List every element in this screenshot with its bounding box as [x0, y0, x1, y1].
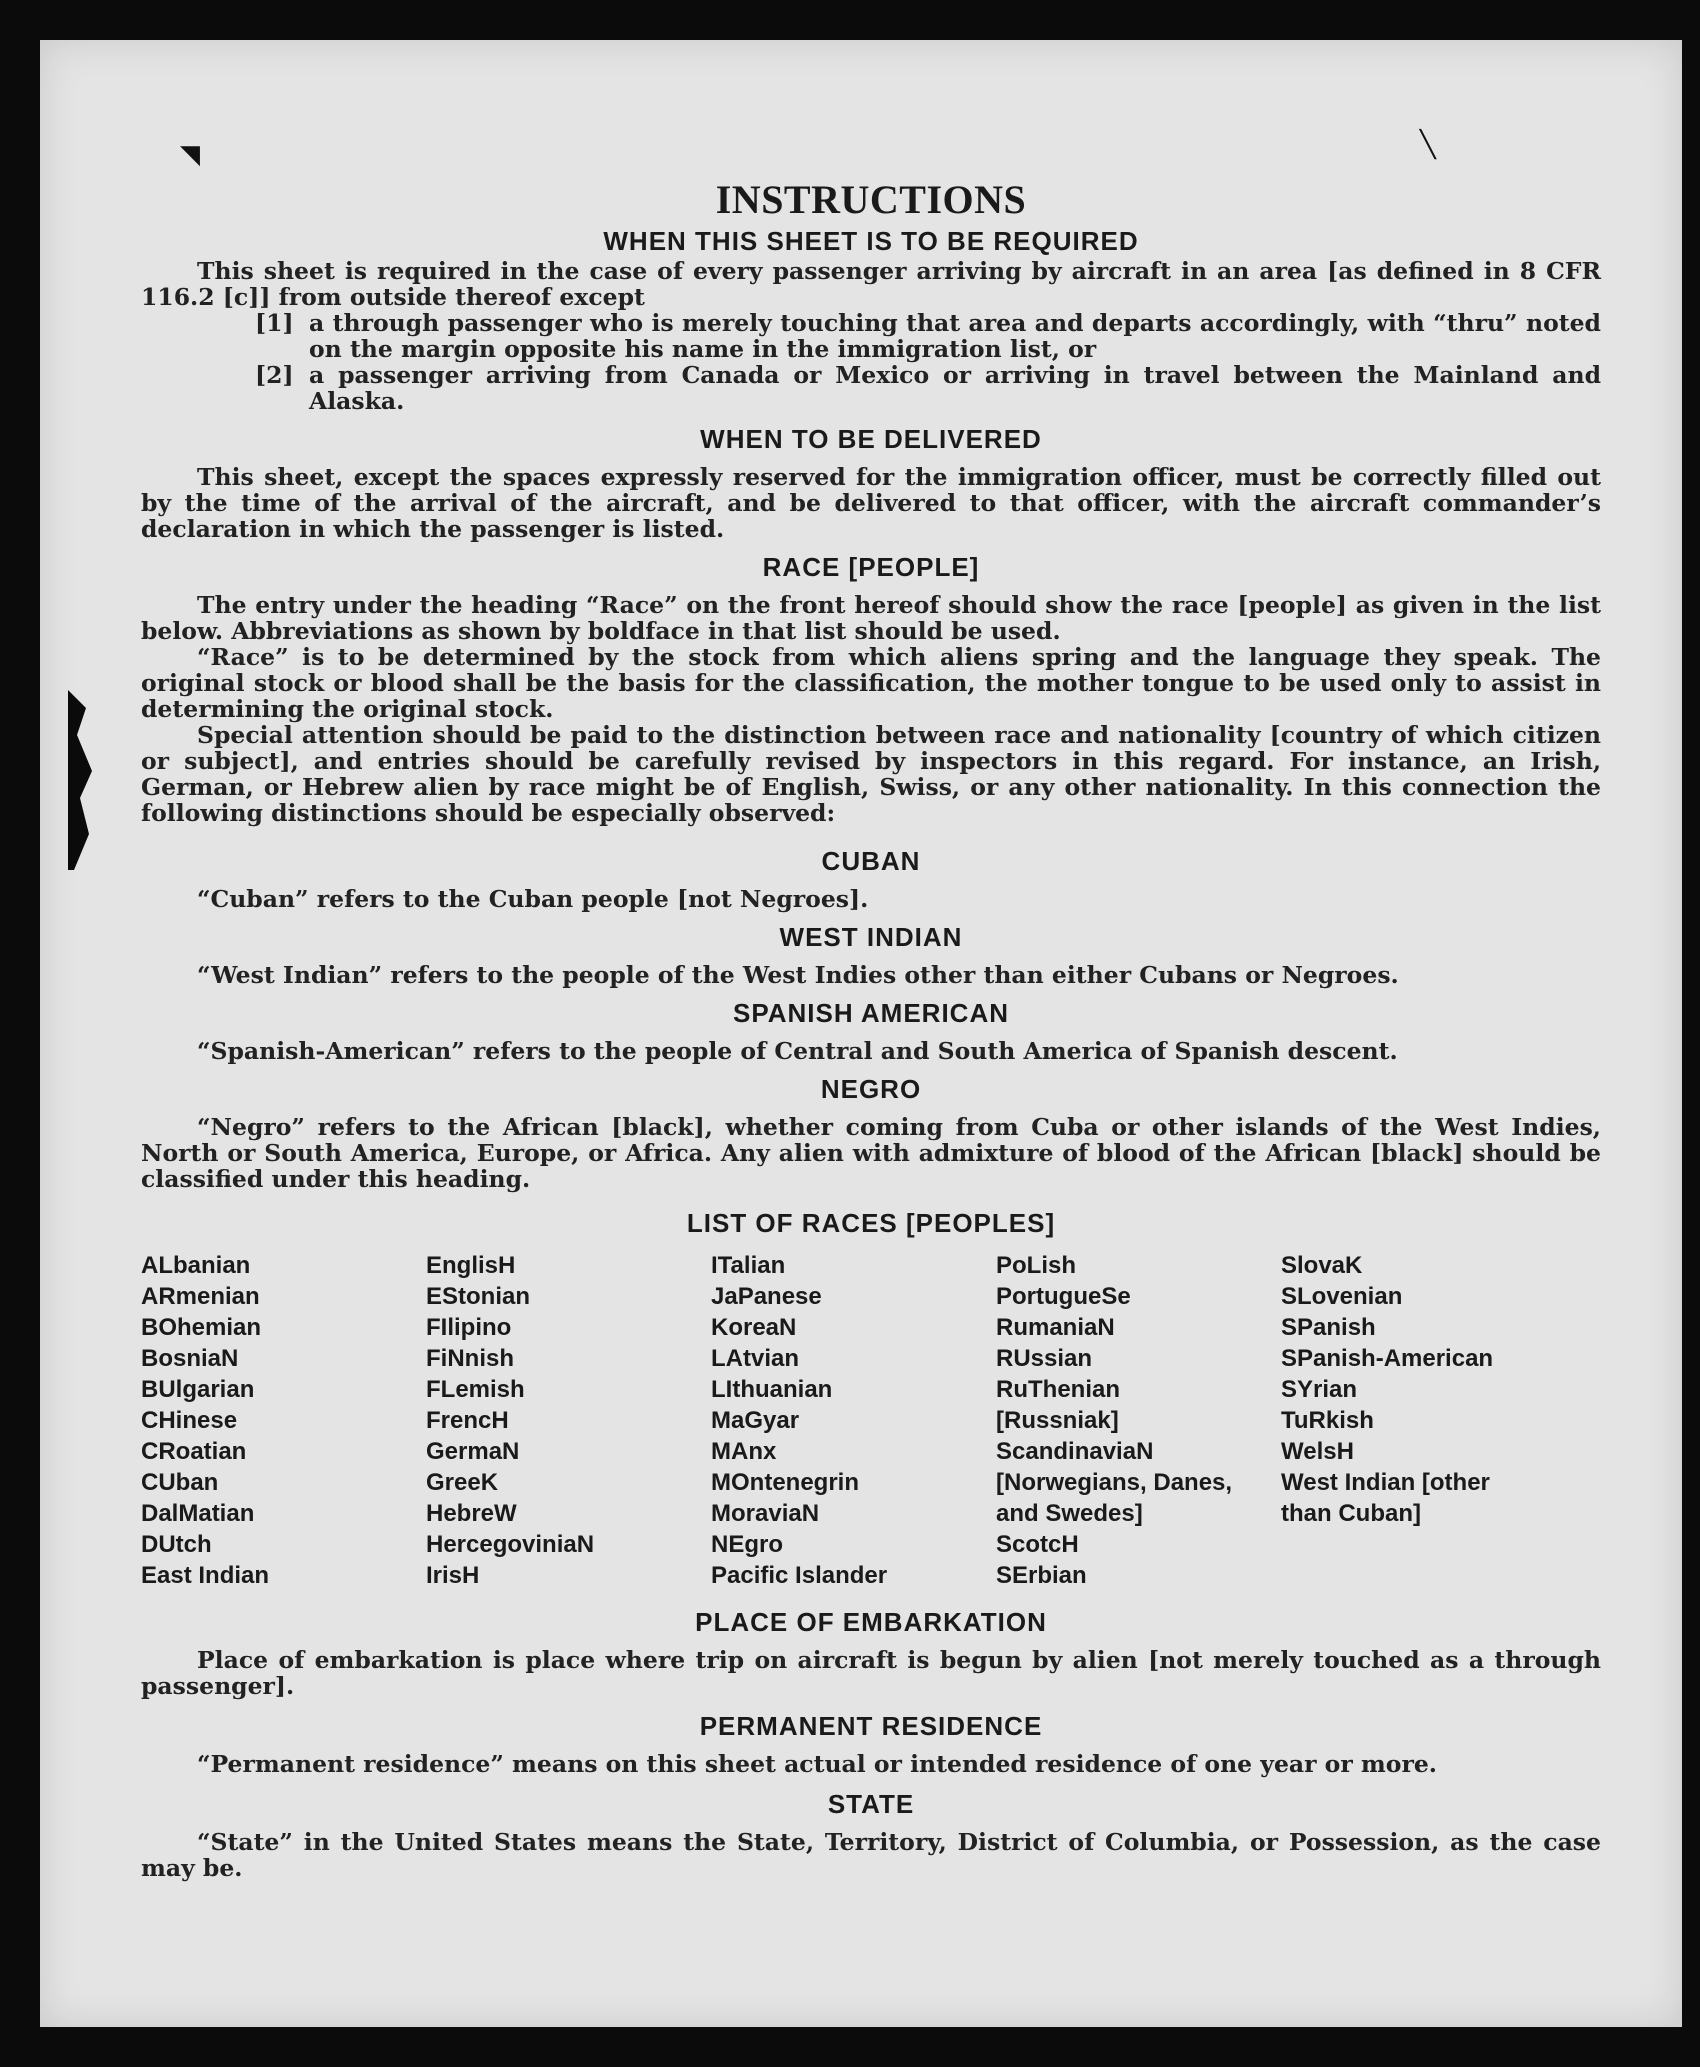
race-entry: GreeK	[426, 1469, 499, 1496]
page-title: INSTRUCTIONS	[715, 177, 1027, 222]
race-entry: RuThenian [Russniak]	[996, 1376, 1120, 1434]
race-entry: ITalian	[711, 1252, 786, 1279]
race-entry: RumaniaN	[996, 1314, 1115, 1341]
list-item	[255, 362, 1601, 414]
race-column	[711, 1250, 996, 1591]
document-page	[40, 40, 1682, 2027]
race-entry: DUtch	[141, 1531, 212, 1558]
instructions-content	[141, 136, 1601, 1881]
race-entry: SPanish-American	[1281, 1345, 1494, 1372]
heading-permanent-residence: PERMANENT RESIDENCE	[699, 1711, 1043, 1741]
race-column	[141, 1250, 426, 1591]
race-entry: DalMatian	[141, 1500, 255, 1527]
race-entry: WelsH	[1281, 1438, 1354, 1465]
race-entry: CRoatian	[141, 1438, 247, 1465]
race-column	[1281, 1250, 1566, 1591]
race-entry: EnglisH	[426, 1252, 516, 1279]
heading-when-required: WHEN THIS SHEET IS TO BE REQUIRED	[603, 226, 1139, 256]
race-entry: JaPanese	[711, 1283, 822, 1310]
list-item-text: a passenger arriving from Canada or Mexico or arriving in travel between the Mainland and Alaska.	[309, 361, 1601, 415]
heading-west-indian: WEST INDIAN	[779, 922, 963, 952]
list-item-number: [2]	[255, 361, 294, 389]
race-entry: CHinese	[141, 1407, 238, 1434]
race-entry: MoraviaN	[711, 1500, 820, 1527]
race-entry: RUssian	[996, 1345, 1093, 1372]
paragraph-state: “State” in the United States means the State, Territory, District of Columbia, or Possession, as the case may be.	[141, 1828, 1601, 1882]
paragraph-west-indian: “West Indian” refers to the people of the West Indies other than either Cubans or Negroes.	[197, 961, 1399, 989]
race-entry: PoLish	[996, 1252, 1077, 1279]
race-entry: CUban	[141, 1469, 219, 1496]
race-entry: LAtvian	[711, 1345, 800, 1372]
list-item-text: a through passenger who is merely touching that area and departs accordingly, with “thru” noted on the margin opposite his name in the immigration list, or	[309, 309, 1601, 363]
paragraph-race-2: “Race” is to be determined by the stock from which aliens spring and the language they speak. The original stock or blood shall be the basis for the classification, the mother tongue to be used only to assist in determining the original stock.	[141, 643, 1601, 723]
paragraph-when-required: This sheet is required in the case of every passenger arriving by aircraft in an area [as defined in 8 CFR 116.2 [c]] from outside thereof except	[141, 257, 1601, 311]
race-entry: SLovenian	[1281, 1283, 1403, 1310]
race-entry: ARmenian	[141, 1283, 260, 1310]
race-column	[426, 1250, 711, 1591]
ink-mark-left: ◥	[180, 140, 200, 170]
race-entry: GermaN	[426, 1438, 520, 1465]
race-entry: MaGyar	[711, 1407, 800, 1434]
race-entry: BosniaN	[141, 1345, 239, 1372]
race-entry: LIthuanian	[711, 1376, 833, 1403]
race-entry: EStonian	[426, 1283, 531, 1310]
paragraph-permanent-residence: “Permanent residence” means on this sheet actual or intended residence of one year or more.	[197, 1750, 1437, 1778]
paragraph-cuban: “Cuban” refers to the Cuban people [not Negroes].	[197, 885, 869, 913]
race-entry: East Indian	[141, 1562, 270, 1589]
race-entry: SYrian	[1281, 1376, 1358, 1403]
race-entry: KoreaN	[711, 1314, 797, 1341]
race-entry: MAnx	[711, 1438, 777, 1465]
heading-negro: NEGRO	[820, 1074, 922, 1104]
paragraph-embarkation: Place of embarkation is place where trip on aircraft is begun by alien [not merely touched as a through passenger].	[141, 1646, 1601, 1700]
race-entry: IrisH	[426, 1562, 480, 1589]
heading-list-of-races: LIST OF RACES [PEOPLES]	[686, 1208, 1056, 1238]
paragraph-when-delivered: This sheet, except the spaces expressly reserved for the immigration officer, must be correctly filled out by the time of the arrival of the aircraft, and be delivered to that officer, with the aircraft commander’s declaration in which the passenger is listed.	[141, 463, 1601, 543]
race-entry: ScotcH	[996, 1531, 1079, 1558]
race-entry: HercegoviniaN	[426, 1531, 595, 1558]
race-entry: PortugueSe	[996, 1283, 1131, 1310]
race-entry: MOntenegrin	[711, 1469, 859, 1496]
race-entry: FiNnish	[426, 1345, 514, 1372]
paragraph-race-1: The entry under the heading “Race” on the front hereof should show the race [people] as given in the list below. Abbreviations as shown by boldface in that list should be used.	[141, 591, 1601, 645]
heading-embarkation: PLACE OF EMBARKATION	[695, 1607, 1047, 1637]
race-entry: FLemish	[426, 1376, 525, 1403]
race-entry: ALbanian	[141, 1252, 251, 1279]
heading-cuban: CUBAN	[821, 846, 921, 876]
heading-state: STATE	[827, 1789, 915, 1819]
race-entry: BOhemian	[141, 1314, 262, 1341]
heading-when-delivered: WHEN TO BE DELIVERED	[700, 424, 1042, 454]
list-item-number: [1]	[255, 309, 294, 337]
ink-mark-right: ╲	[1420, 130, 1436, 160]
list-item	[255, 310, 1601, 362]
race-entry: TuRkish	[1281, 1407, 1374, 1434]
torn-edge	[68, 690, 98, 870]
race-entry: SPanish	[1281, 1314, 1376, 1341]
paragraph-race-3: Special attention should be paid to the distinction between race and nationality [country of which citizen or subject], and entries should be carefully revised by inspectors in this regard. For instance, an Irish, German, or Hebrew alien by race might be of English, Swiss, or any other nationality. In this connection the following distinctions should be especially observed:	[141, 721, 1601, 827]
race-entry: BUlgarian	[141, 1376, 255, 1403]
race-entry: FIlipino	[426, 1314, 512, 1341]
race-entry: HebreW	[426, 1500, 517, 1527]
race-entry: NEgro	[711, 1531, 783, 1558]
heading-spanish-american: SPANISH AMERICAN	[732, 998, 1009, 1028]
race-list	[141, 1250, 1601, 1591]
race-column	[996, 1250, 1281, 1591]
paragraph-negro: “Negro” refers to the African [black], whether coming from Cuba or other islands of the West Indies, North or South America, Europe, or Africa. Any alien with admixture of blood of the African [black] should be classified under this heading.	[141, 1113, 1601, 1193]
race-entry: FrencH	[426, 1407, 509, 1434]
race-entry: ScandinaviaN [Norwegians, Danes, and Swedes]	[996, 1438, 1233, 1527]
heading-race: RACE [PEOPLE]	[762, 552, 980, 582]
race-entry: SlovaK	[1281, 1252, 1363, 1279]
race-entry: SErbian	[996, 1562, 1087, 1589]
race-entry: Pacific Islander	[711, 1562, 888, 1589]
race-entry: West Indian [other than Cuban]	[1281, 1469, 1490, 1527]
paragraph-spanish-american: “Spanish-American” refers to the people of Central and South America of Spanish descent.	[197, 1037, 1398, 1065]
